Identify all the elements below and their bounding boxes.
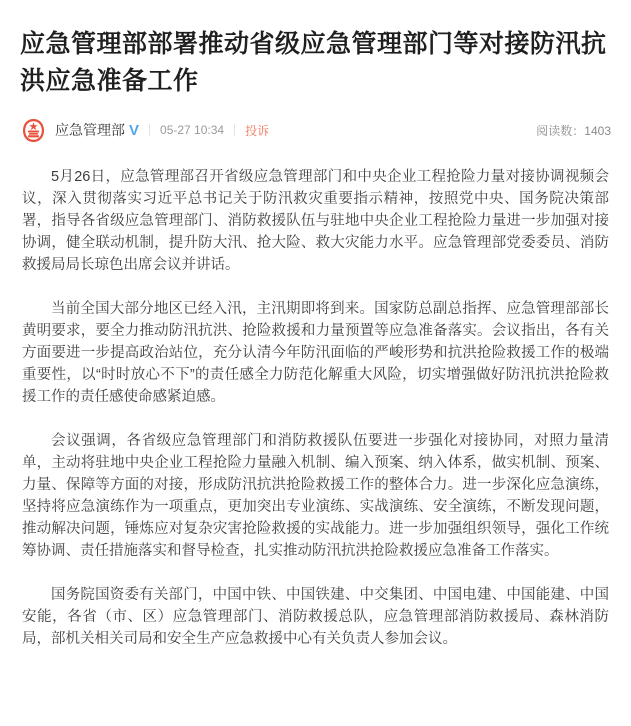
article-paragraph: 5月26日，应急管理部召开省级应急管理部门和中央企业工程抢险力量对接协调视频会议，深入贯彻落实习近平总书记关于防汛救灾重要指示精神，按照党中央、国务院决策部署，指导各省级应急管理部门、消防救援队伍与驻地中央企业工程抢险力量进一步加强对接协调，健全联动机制，提升防大汛、抢大险、救大灾能力水平。应急管理部党委委员、消防救援局局长琼色出席会议并讲话。 <box>22 169 609 273</box>
article-body <box>22 166 609 650</box>
national-emblem-icon <box>20 131 47 144</box>
verified-v-icon: V <box>129 121 140 139</box>
article-paragraph: 当前全国大部分地区已经入汛，主汛期即将到来。国家防总副总指挥、应急管理部部长黄明要求，要全力推动防汛抗洪、抢险救援和力量预置等应急准备落实。会议指出，各有关方面要进一步提高政治站位，充分认清今年防汛面临的严峻形势和抗洪抢险救援工作的极端重要性，以“时时放心不下”的责任感全力防范化解重大风险，切实增强做好防汛抗洪抢险救援工作的责任感使命感紧迫感。 <box>22 301 609 405</box>
author-row <box>20 116 611 144</box>
avatar[interactable] <box>20 117 47 144</box>
article-page <box>0 26 631 726</box>
article-paragraph: 国务院国资委有关部门，中国中铁、中国铁建、中交集团、中国电建、中国能建、中国安能，各省（市、区）应急管理部门、消防救援总队，应急管理部消防救援局、森林消防局，部机关相关司局和安全生产应急救援中心有关负责人参加会议。 <box>22 587 609 647</box>
meta-divider <box>149 124 150 136</box>
read-count: 阅读数：1403 <box>536 123 611 138</box>
meta-divider <box>234 124 235 136</box>
article-paragraph: 会议强调，各省级应急管理部门和消防救援队伍要进一步强化对接协同，对照力量清单，主动将驻地中央企业工程抢险力量融入机制、编入预案、纳入体系，做实机制、预案、力量、保障等方面的对接，形成防汛抗洪抢险救援工作的整体合力。进一步深化应急演练，坚持将应急演练作为一项重点，更加突出专业演练、实战演练、安全演练，不断发现问题，推动解决问题，锤炼应对复杂灾害抢险救援的实战能力。进一步加强组织领导，强化工作统筹协调、责任措施落实和督导检查，扎实推动防汛抗洪抢险救援应急准备工作落实。 <box>22 433 609 559</box>
publish-time: 05-27 10:34 <box>160 123 225 137</box>
page-title: 应急管理部部署推动省级应急管理部门等对接防汛抗洪应急准备工作 <box>20 30 607 95</box>
report-link[interactable]: 投诉 <box>245 123 270 138</box>
author-name[interactable]: 应急管理部 <box>55 122 125 138</box>
